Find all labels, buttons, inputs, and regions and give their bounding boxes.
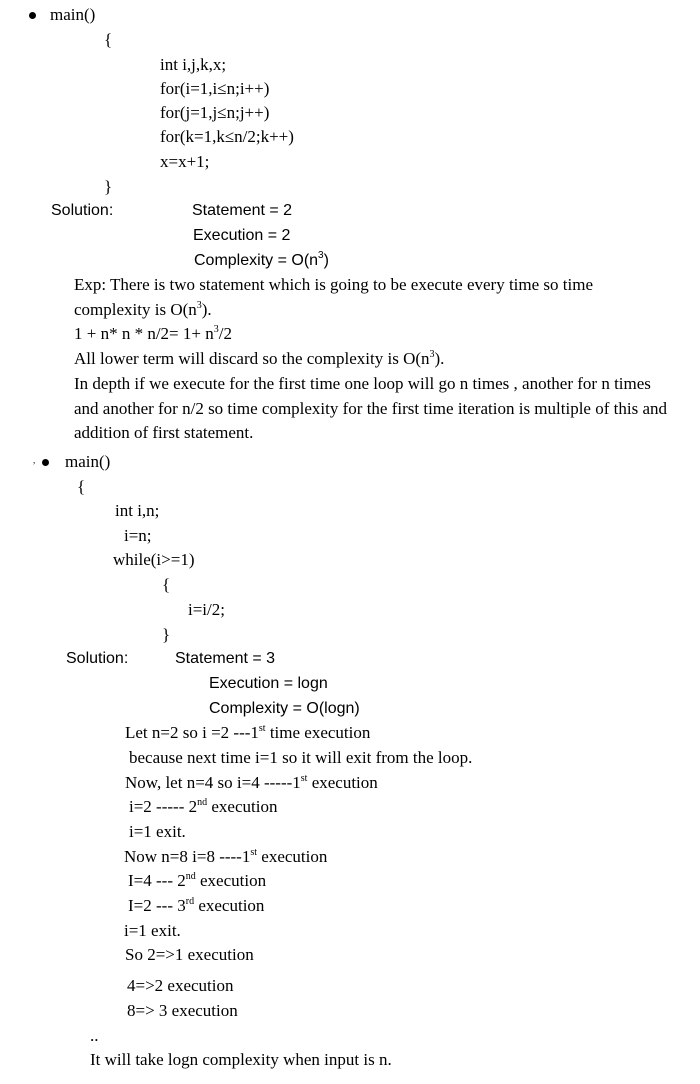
lower-term-line: All lower term will discard so the complexity is $O(n^3)$. — [74, 349, 445, 368]
code-line: while(i>=1) — [113, 550, 195, 569]
complexity-result: Complexity = $O(n^3)$ — [194, 250, 329, 269]
code-line: i=n; — [124, 526, 152, 545]
execution-count: Execution = 2 — [193, 227, 291, 244]
ellipsis-dots: .. — [90, 1026, 99, 1045]
code-line: i=i/2; — [188, 600, 225, 619]
statement-count: Statement = 3 — [175, 650, 276, 667]
code-line: for(k=1,k≤n/2;k++) — [160, 127, 294, 146]
explanation-paragraph: Exp: There is two statement which is going to be execute every time so time complexity is $O(n^3)$. — [74, 275, 593, 319]
bullet-icon — [42, 459, 49, 466]
trace-line: Now n=8 i=8 ----1st execution — [124, 847, 328, 866]
formula-line: 1 + n* $n * n/2= 1+ n^3/2$ — [74, 324, 232, 343]
small-dot-icon: , — [33, 455, 36, 465]
trace-line: I=2 --- 3rd execution — [128, 896, 265, 915]
trace-line: 4=>2 execution — [127, 976, 234, 995]
statement-count: Statement = 2 — [192, 202, 293, 219]
code-line: x=x+1; — [160, 152, 210, 171]
code-header: main() — [50, 5, 96, 24]
brace-open: { — [104, 30, 113, 49]
complexity-result: Complexity = O(logn) — [209, 700, 360, 717]
code-line: int i,n; — [115, 501, 160, 520]
trace-line: Now, let n=4 so i=4 -----1st execution — [125, 773, 378, 792]
bullet-icon — [29, 12, 36, 19]
trace-line: because next time i=1 so it will exit from the loop. — [129, 748, 473, 767]
inner-brace-close: } — [162, 625, 171, 644]
trace-line: I=4 --- 2nd execution — [128, 871, 267, 890]
trace-line: 8=> 3 execution — [127, 1001, 238, 1020]
trace-line: i=1 exit. — [124, 921, 181, 940]
depth-paragraph: In depth if we execute for the first time one loop will go n times , another for n times and another for n/2 so time complexity for the first time iteration is multiple of this and addition of first statement. — [74, 374, 667, 442]
conclusion-line: It will take logn complexity when input is n. — [90, 1050, 392, 1069]
inner-brace-open: { — [162, 575, 171, 594]
trace-line: So 2=>1 execution — [125, 945, 254, 964]
brace-open: { — [77, 477, 86, 496]
code-header: main() — [65, 452, 111, 471]
solution-label: Solution: — [51, 202, 114, 219]
code-line: for(i=1,i≤n;i++) — [160, 79, 270, 98]
trace-line: Let n=2 so i =2 ---1st time execution — [125, 723, 371, 742]
code-line: for(j=1,j≤n;j++) — [160, 103, 270, 122]
execution-count: Execution = logn — [209, 675, 328, 692]
trace-line: i=2 ----- 2nd execution — [129, 797, 278, 816]
code-line: int i,j,k,x; — [160, 55, 227, 74]
solution-label: Solution: — [66, 650, 129, 667]
brace-close: } — [104, 177, 113, 196]
trace-line: i=1 exit. — [129, 822, 186, 841]
